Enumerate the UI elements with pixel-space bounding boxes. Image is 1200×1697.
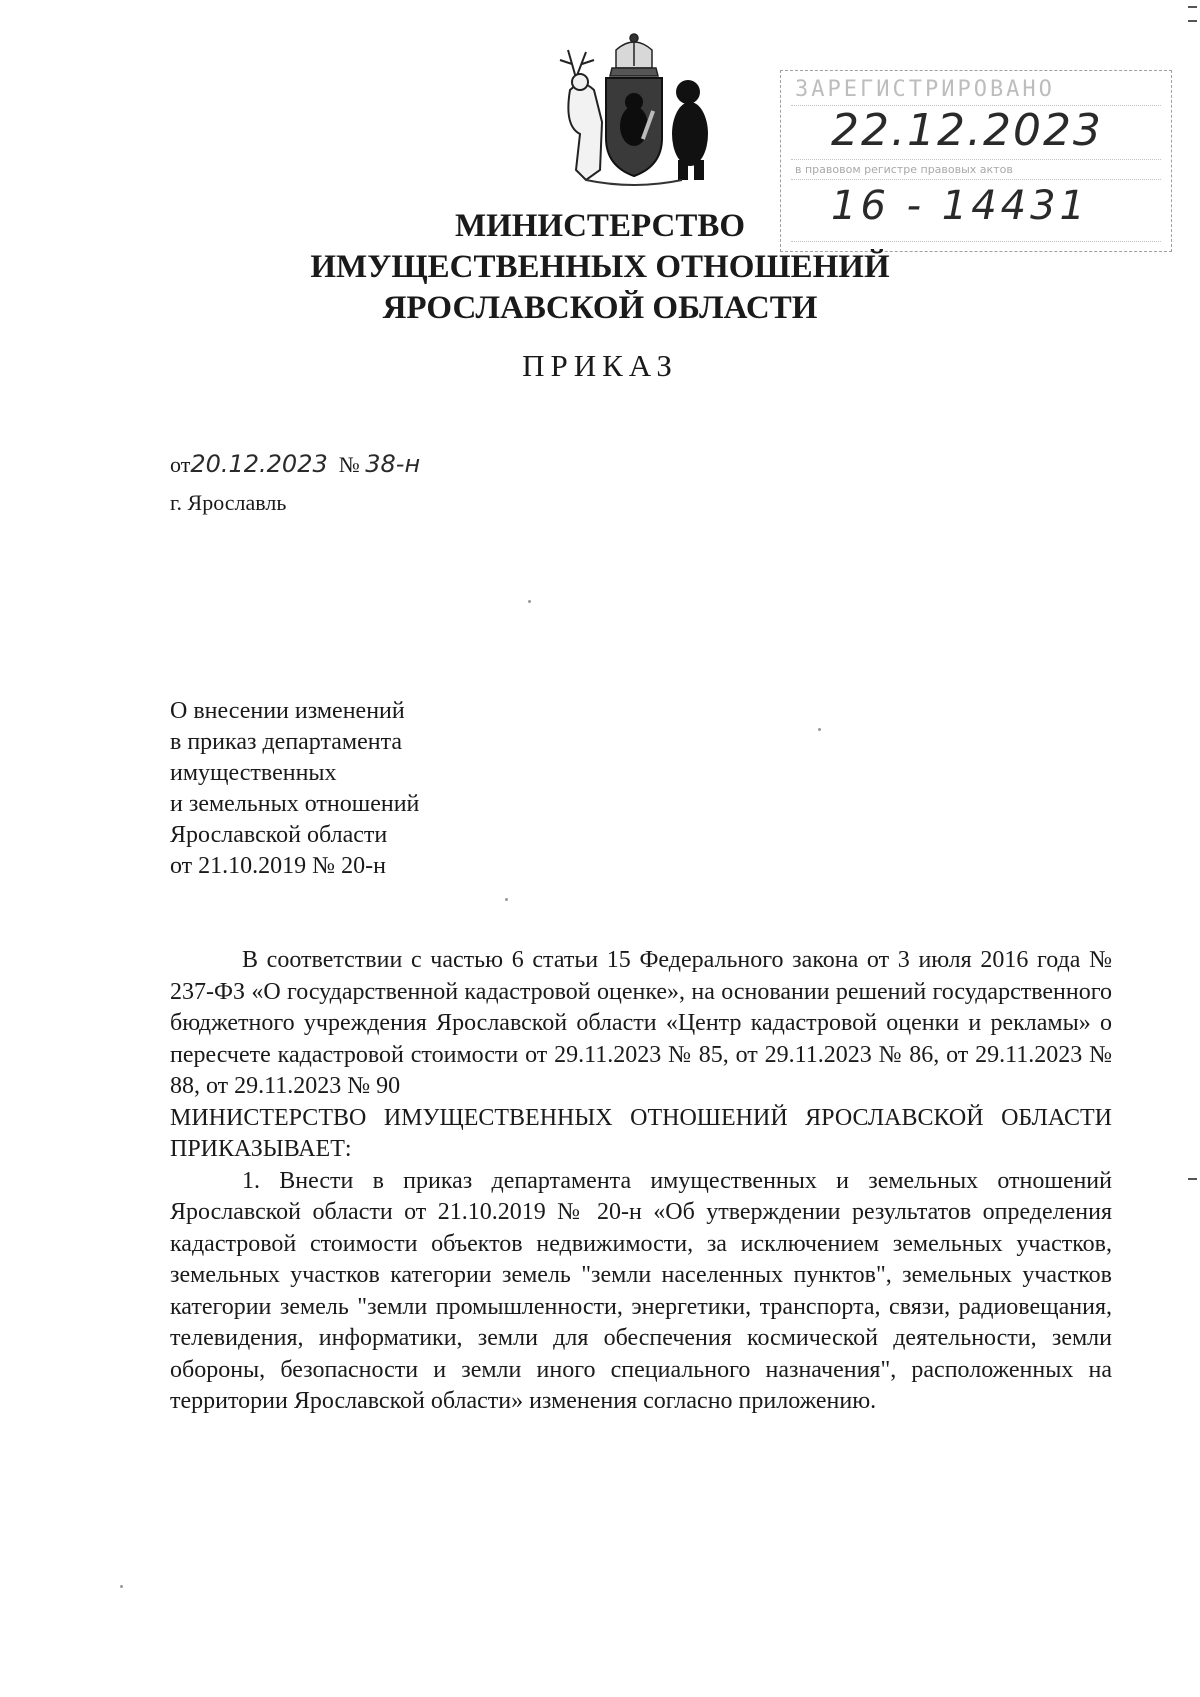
from-label: от xyxy=(170,452,191,477)
stamp-title: ЗАРЕГИСТРИРОВАНО xyxy=(795,77,1055,102)
subject-line: имущественных xyxy=(170,760,337,786)
ministry-title-line: ИМУЩЕСТВЕННЫХ ОТНОШЕНИЙ xyxy=(310,249,890,285)
item-1-paragraph: 1. Внести в приказ департамента имущественных и земельных отношений Ярославской области от 21.10.2019 № 20-н «Об утверждении результатов определения кадастровой стоимости объектов недвижимости, за исключением земельных участков, земельных участков категории земель "земли населенных пунктов", земельных участков категории земель "земли промышленности, энергетики, транспорта, связи, радиовещания, телевидения, информатики, земли для обеспечения космической деятельности, земли обороны, безопасности и земли иного специального назначения", расположенных на территории Ярославской области» изменения согласно приложению. xyxy=(170,1167,1112,1414)
scan-speck xyxy=(120,1585,123,1588)
preamble-paragraph: В соответствии с частью 6 статьи 15 Федерального закона от 3 июля 2016 года № 237-ФЗ «О государственной кадастровой оценке», на основании решений государственного бюджетного учреждения Ярославской области «Центр кадастровой оценки и рекламы» о пересчете кадастровой стоимости от 29.11.2023 № 85, от 29.11.2023 № 86, от 29.11.2023 № 88, от 29.11.2023 № 90 xyxy=(170,947,1112,1099)
order-date-number xyxy=(170,450,420,478)
city: г. Ярославль xyxy=(170,490,287,515)
scan-edge-mark xyxy=(1188,1178,1197,1180)
stamp-date: 22.12.2023 xyxy=(831,105,1103,156)
order-body xyxy=(170,945,1112,1418)
document-type: ПРИКАЗ xyxy=(522,348,678,383)
scan-speck xyxy=(505,898,508,901)
ministry-title-line: ЯРОСЛАВСКОЙ ОБЛАСТИ xyxy=(382,290,818,326)
subject-line: в приказ департамента xyxy=(170,729,403,755)
handwritten-number: 38-н xyxy=(365,450,421,478)
stamp-divider xyxy=(791,159,1161,160)
scan-speck xyxy=(528,600,531,603)
subject-line: О внесении изменений xyxy=(170,698,405,724)
ministry-title xyxy=(300,206,900,329)
ministry-title-line: МИНИСТЕРСТВО xyxy=(454,208,746,244)
scan-edge-mark xyxy=(1188,6,1197,8)
stamp-divider xyxy=(791,179,1161,180)
handwritten-date: 20.12.2023 xyxy=(190,450,328,478)
subject-line: от 21.10.2019 № 20-н xyxy=(170,853,386,879)
number-label: № xyxy=(338,452,360,477)
stamp-number: 16 - 14431 xyxy=(831,183,1090,229)
yaroslavl-coat-of-arms-icon xyxy=(546,30,722,188)
subject-line: Ярославской области xyxy=(170,822,388,848)
scan-speck xyxy=(818,728,821,731)
order-subject xyxy=(170,696,419,882)
scan-edge-mark xyxy=(1188,20,1197,22)
subject-line: и земельных отношений xyxy=(170,791,420,817)
orders-paragraph: МИНИСТЕРСТВО ИМУЩЕСТВЕННЫХ ОТНОШЕНИЙ ЯРОСЛАВСКОЙ ОБЛАСТИ ПРИКАЗЫВАЕТ: xyxy=(170,1104,1112,1162)
stamp-caption: в правовом регистре правовых актов xyxy=(795,163,1013,176)
